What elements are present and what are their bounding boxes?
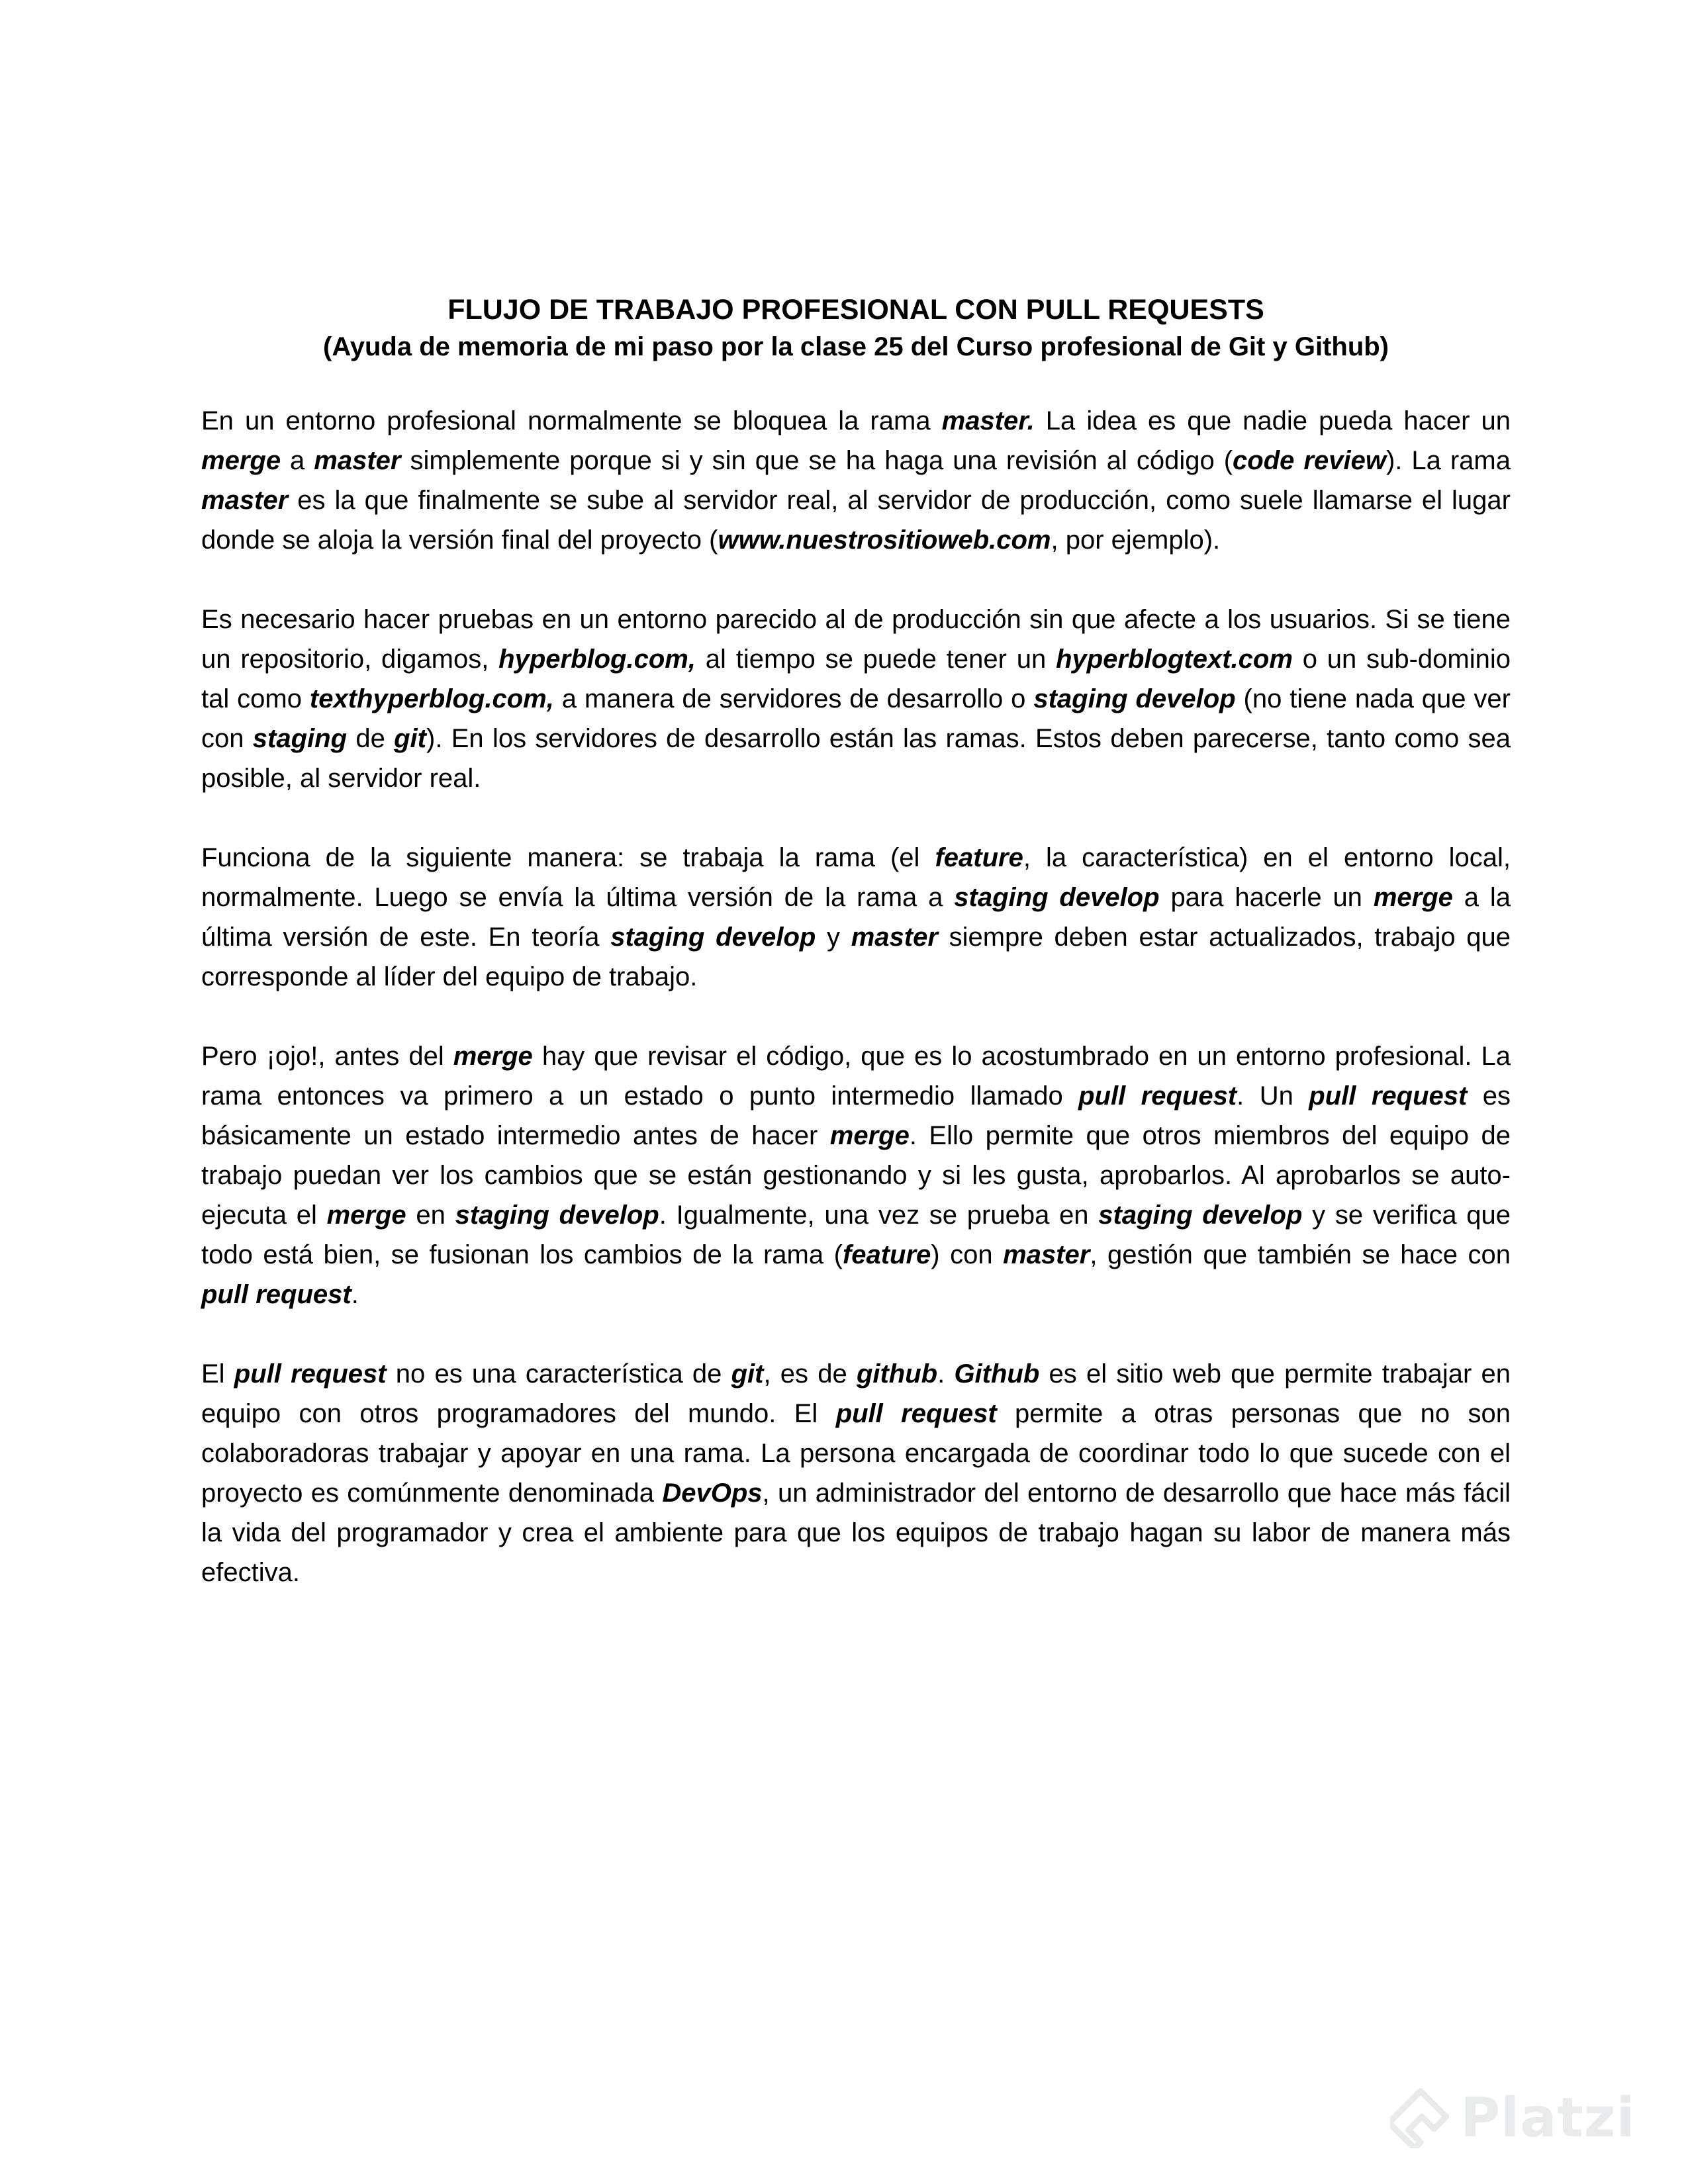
emphasis-term: staging develop: [610, 923, 816, 952]
text-run: , es de: [763, 1359, 857, 1388]
emphasis-term: staging develop: [954, 883, 1160, 912]
text-run: siempre deben estar actualizados, trabajo que corresponde al líder del equipo de trabajo.: [201, 923, 1511, 991]
emphasis-term: merge: [829, 1121, 910, 1150]
text-run: para hacerle un: [1159, 883, 1374, 912]
text-run: a la última versión de este. En teoría: [201, 883, 1511, 952]
emphasis-term: master: [314, 446, 401, 475]
text-run: permite a otras personas que no son colaboradoras trabajar y apoyar en una rama. La persona encargada de coordinar todo lo que sucede con el proyecto es comúnmente denominada: [201, 1399, 1511, 1508]
text-run: a: [281, 446, 314, 475]
emphasis-term: merge: [1373, 883, 1453, 912]
text-run: y se verifica que todo está bien, se fusionan los cambios de la rama (: [201, 1201, 1511, 1269]
emphasis-term: pull request: [835, 1399, 997, 1428]
emphasis-term: master: [1003, 1240, 1090, 1269]
document-body: [201, 401, 1511, 1592]
text-run: y: [816, 923, 851, 952]
emphasis-term: master: [201, 486, 289, 515]
text-run: hay que revisar el código, que es lo acostumbrado en un entorno profesional. La rama entonces va primero a un estado o punto intermedio llamado: [201, 1042, 1511, 1111]
emphasis-term: git: [731, 1359, 764, 1388]
text-run: , por ejemplo).: [1051, 525, 1221, 555]
paragraph-2: [201, 600, 1511, 798]
text-run: . Ello permite que otros miembros del equipo de trabajo puedan ver los cambios que se están gestionando y si les gusta, aprobarlos. Al aprobarlos se auto-ejecuta el: [201, 1121, 1511, 1230]
document-content: [201, 291, 1511, 1632]
document-title: FLUJO DE TRABAJO PROFESIONAL CON PULL REQUESTS: [447, 294, 1264, 326]
text-run: , la característica) en el entorno local, normalmente. Luego se envía la última versión de la rama a: [201, 843, 1511, 912]
text-run: es básicamente un estado intermedio antes de hacer: [201, 1081, 1511, 1150]
text-run: Funciona de la siguiente manera: se trabaja la rama (el: [201, 843, 935, 872]
emphasis-term: merge: [453, 1042, 533, 1071]
emphasis-term: feature: [842, 1240, 931, 1269]
document-subtitle: (Ayuda de memoria de mi paso por la clase 25 del Curso profesional de Git y Github): [323, 332, 1389, 361]
text-run: , gestión que también se hace con: [1090, 1240, 1511, 1269]
text-run: . Igualmente, una vez se prueba en: [659, 1201, 1099, 1230]
text-run: de: [347, 724, 395, 753]
emphasis-term: code review: [1233, 446, 1386, 475]
text-run: es la que finalmente se sube al servidor real, al servidor de producción, como suele llamarse el lugar donde se aloja la versión final del proyecto (: [201, 486, 1511, 555]
watermark-text: Platzi: [1460, 2086, 1636, 2150]
text-run: no es una característica de: [386, 1359, 731, 1388]
emphasis-term: merge: [326, 1201, 406, 1230]
platzi-logo-icon: [1390, 2087, 1451, 2148]
text-run: o un sub-dominio tal como: [201, 645, 1511, 713]
text-run: El: [201, 1359, 234, 1388]
emphasis-term: pull request: [234, 1359, 387, 1388]
text-run: , un administrador del entorno de desarrollo que hace más fácil la vida del programador y crea el ambiente para que los equipos de trabajo hagan su labor de manera más efectiva.: [201, 1479, 1511, 1587]
platzi-watermark: [1390, 2085, 1668, 2151]
text-run: .: [937, 1359, 955, 1388]
text-run: simplemente porque si y sin que se ha haga una revisión al código (: [400, 446, 1233, 475]
text-run: La idea es que nadie pueda hacer un: [1034, 406, 1511, 435]
text-run: Pero ¡ojo!, antes del: [201, 1042, 453, 1071]
emphasis-term: git: [394, 724, 426, 753]
emphasis-term: hyperblog.com,: [498, 645, 696, 674]
emphasis-term: staging develop: [1033, 684, 1236, 713]
text-run: (no tiene nada que ver con: [201, 684, 1511, 753]
emphasis-term: pull request: [1078, 1081, 1237, 1111]
emphasis-term: texthyperblog.com,: [309, 684, 554, 713]
emphasis-term: pull request: [201, 1280, 352, 1309]
paragraph-1: [201, 401, 1511, 560]
text-run: es el sitio web que permite trabajar en equipo con otros programadores del mundo. El: [201, 1359, 1511, 1428]
text-run: en: [406, 1201, 455, 1230]
emphasis-term: master.: [941, 406, 1035, 435]
emphasis-term: master: [851, 923, 938, 952]
paragraph-4: [201, 1036, 1511, 1314]
paragraph-5: [201, 1354, 1511, 1592]
emphasis-term: hyperblogtext.com: [1056, 645, 1293, 674]
emphasis-term: staging develop: [1098, 1201, 1303, 1230]
emphasis-term: www.nuestrositioweb.com: [718, 525, 1051, 555]
text-run: .: [351, 1280, 359, 1309]
emphasis-term: merge: [201, 446, 281, 475]
text-run: En un entorno profesional normalmente se bloquea la rama: [201, 406, 942, 435]
text-run: ) con: [931, 1240, 1004, 1269]
paragraph-3: [201, 838, 1511, 997]
text-run: al tiempo se puede tener un: [695, 645, 1056, 674]
emphasis-term: feature: [935, 843, 1023, 872]
emphasis-term: staging: [252, 724, 348, 753]
text-run: ). En los servidores de desarrollo están las ramas. Estos deben parecerse, tanto como sea posible, al servidor real.: [201, 724, 1511, 793]
text-run: a manera de servidores de desarrollo o: [553, 684, 1034, 713]
text-run: . Un: [1237, 1081, 1309, 1111]
emphasis-term: DevOps: [662, 1479, 763, 1508]
emphasis-term: Github: [954, 1359, 1040, 1388]
emphasis-term: pull request: [1309, 1081, 1468, 1111]
emphasis-term: github: [856, 1359, 938, 1388]
text-run: Es necesario hacer pruebas en un entorno parecido al de producción sin que afecte a los usuarios. Si se tiene un repositorio, digamos,: [201, 605, 1511, 674]
emphasis-term: staging develop: [455, 1201, 659, 1230]
text-run: ). La rama: [1385, 446, 1511, 475]
